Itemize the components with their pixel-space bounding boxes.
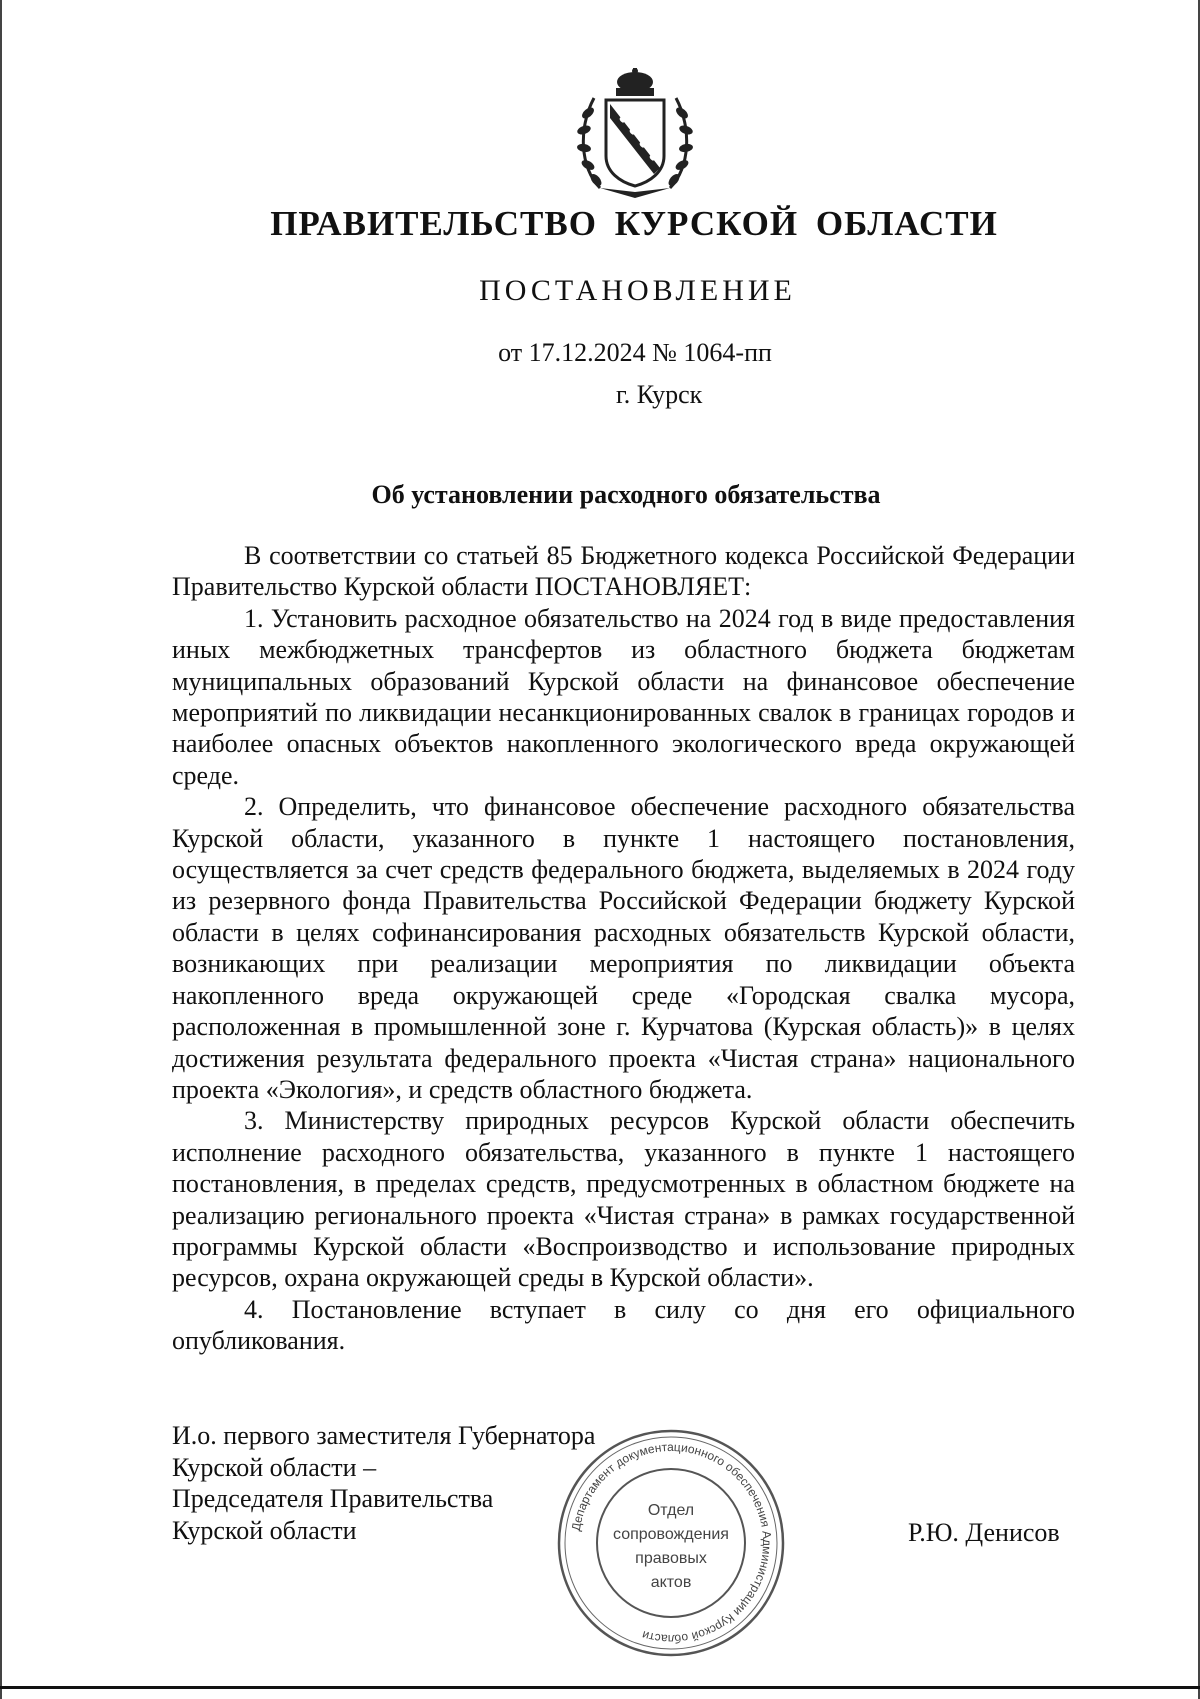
stamp-ring-text: Департамент документационного обеспечения Администрации Курской области <box>568 1439 775 1647</box>
page-edge-left <box>0 0 2 1699</box>
signatory-line-3: Председателя Правительства <box>172 1484 494 1513</box>
document-date-number: от 17.12.2024 № 1064-пп <box>498 338 772 367</box>
signatory-title <box>172 1420 595 1546</box>
signatory-line-4: Курской области <box>172 1515 357 1545</box>
signatory-line-1: И.о. первого заместителя Губернатора <box>172 1421 596 1450</box>
stamp-center-line-3: правовых <box>635 1550 707 1567</box>
paragraph-item-1: 1. Установить расходное обязательство на 2024 год в виде предоставления иных межбюджетных трансфертов из областного бюджета бюджетам муниципальных образований Курской области на финансовое обеспечение мероприятий по ликвидации несанкционированных свалок в границах городов и наиболее опасных объектов накопленного экологического вреда окружающей среде. <box>172 603 1075 790</box>
government-title: ПРАВИТЕЛЬСТВО КУРСКОЙ ОБЛАСТИ <box>270 204 998 243</box>
signatory-line-2: Курской области – <box>172 1452 377 1482</box>
document-type: ПОСТАНОВЛЕНИЕ <box>479 274 796 307</box>
document-subject: Об установлении расходного обязательства <box>371 480 881 509</box>
signatory-name: Р.Ю. Денисов <box>908 1518 1060 1547</box>
stamp-center-line-2: сопровождения <box>613 1526 729 1543</box>
stamp-center-line-4: актов <box>650 1574 692 1591</box>
document-body <box>172 540 1075 1357</box>
kursk-coat-of-arms-icon <box>570 68 700 202</box>
document-city: г. Курск <box>616 380 703 409</box>
paragraph-item-3: 3. Министерству природных ресурсов Курской области обеспечить исполнение расходного обязательства, указанного в пункте 1 настоящего постановления, в пределах средств, предусмотренных в областном бюджете на реализацию регионального проекта «Чистая страна» в рамках государственной программы Курской области «Воспроизводство и использование природных ресурсов, охрана окружающей среды в Курской области». <box>172 1106 1075 1293</box>
page-bottom-edge <box>0 1686 1200 1689</box>
paragraph-preamble: В соответствии со статьей 85 Бюджетного кодекса Российской Федерации Правительство Курской области ПОСТАНОВЛЯЕТ: <box>172 541 1075 602</box>
paragraph-item-2: 2. Определить, что финансовое обеспечение расходного обязательства Курской области, указанного в пункте 1 настоящего постановления, осуществляется за счет средств федерального бюджета, выделяемых в 2024 году из резервного фонда Правительства Российской Федерации бюджету Курской области в целях софинансирования расходных обязательств Курской области, возникающих при реализации мероприятия по ликвидации объекта накопленного вреда окружающей среде «Городская свалка мусора, расположенная в промышленной зоне г. Курчатова (Курская область)» в целях достижения результата федерального проекта «Чистая страна» национального проекта «Экология», и средств областного бюджета. <box>172 792 1075 1104</box>
stamp-center-line-1: Отдел <box>647 1502 695 1519</box>
office-stamp <box>553 1425 789 1661</box>
paragraph-item-4: 4. Постановление вступает в силу со дня его официального опубликования. <box>172 1294 1075 1356</box>
